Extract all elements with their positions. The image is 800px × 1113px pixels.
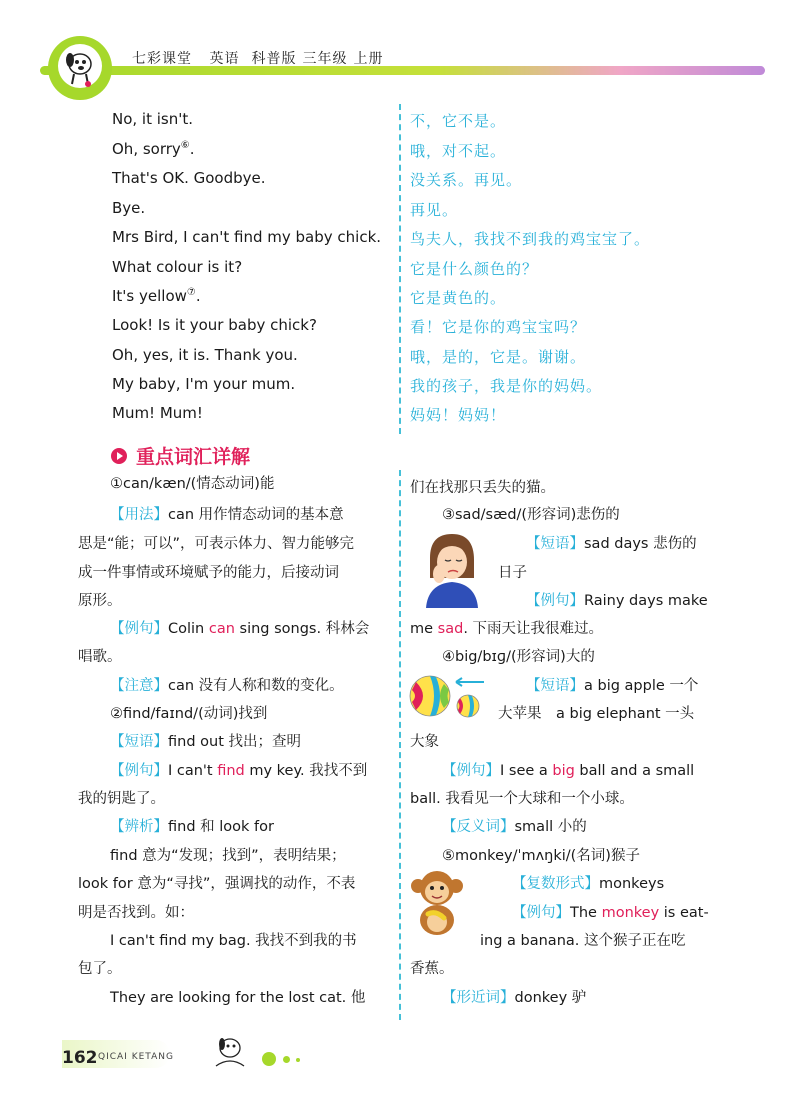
dialogue-en-line: Look! Is it your baby chick?: [112, 316, 317, 334]
sad-example-2: [410, 619, 603, 639]
dialogue-en-line: Mrs Bird, I can't find my baby chick.: [112, 228, 382, 246]
big-example-2: ball. 我看见一个大球和一个小球。: [410, 791, 634, 807]
sad-ex2-keyword: sad: [437, 621, 464, 637]
dialogue-zh-line: 鸟夫人，我找不到我的鸡宝宝了。: [410, 230, 651, 248]
big-phrase-3: 大象: [410, 734, 439, 750]
sad-ex-text: Rainy days make: [584, 593, 708, 609]
dialogue-zh-line: 妈妈！妈妈！: [410, 406, 507, 424]
find-analysis: [110, 817, 274, 837]
find-example-2: 我的钥匙了。: [78, 791, 165, 807]
monkey-ex-a: The: [570, 905, 602, 921]
big-example: [442, 761, 694, 781]
volume: 上册: [353, 51, 384, 67]
dialogue-zh-line: 它是黄色的。: [410, 289, 507, 307]
big-phrase-text: a big apple 一个: [584, 678, 699, 694]
can-note-text: can 没有人称和数的变化。: [168, 678, 344, 694]
series-name: 七彩课堂: [132, 51, 192, 67]
sad-ex2-a: me: [410, 621, 438, 637]
footer-brand: QICAI KETANG: [98, 1052, 174, 1062]
tag-example: 【例句】: [512, 905, 570, 921]
tag-phrase: 【短语】: [526, 536, 584, 552]
dialogue-en-line: Bye.: [112, 199, 146, 217]
dialogue-zh-line: 再见。: [410, 201, 459, 219]
can-usage-line-3: 成一件事情或环境赋予的能力，后接动词: [78, 565, 339, 581]
dialogue-en-line: Oh, yes, it is. Thank you.: [112, 346, 298, 364]
monkey-similar: [442, 988, 586, 1008]
balls-illustration: [408, 672, 488, 720]
find-phrase: [110, 732, 301, 752]
subject: 英语: [209, 51, 240, 67]
sad-girl-illustration: [412, 528, 492, 608]
big-phrase-2: 大苹果 a big elephant 一头: [498, 706, 695, 722]
can-usage-line-4: 原形。: [78, 593, 122, 609]
dialogue-zh-line: 我的孩子，我是你的妈妈。: [410, 377, 603, 395]
big-ex-a: I see a: [500, 763, 553, 779]
play-arrow-icon: [111, 448, 127, 464]
monkey-illustration: [408, 866, 466, 938]
tag-plural: 【复数形式】: [512, 876, 599, 892]
tag-phrase: 【短语】: [526, 678, 584, 694]
big-ex-keyword: big: [552, 763, 575, 779]
find-analysis-2: look for 意为“寻找”，强调找的动作，不表: [78, 876, 356, 892]
find-ex-b: my key. 我找不到: [244, 763, 368, 779]
sad-phrase-2: 日子: [498, 565, 527, 581]
dialogue-zh-line: 哦，是的，它是。谢谢。: [410, 348, 587, 366]
can-ex-keyword: can: [208, 621, 235, 637]
can-example-2: 唱歌。: [78, 649, 122, 665]
dog-mascot-icon: [58, 44, 102, 88]
dialogue-en-line: Mum! Mum!: [112, 404, 203, 422]
continued-line: 们在找那只丢失的猫。: [410, 480, 555, 496]
dog-footer-icon: [206, 1032, 250, 1072]
tag-note: 【注意】: [110, 678, 168, 694]
footer-dot-small: [296, 1058, 300, 1062]
word-monkey-heading: ⑤monkey/ˈmʌŋki/(名词)猴子: [442, 848, 640, 864]
column-divider: [399, 470, 401, 1020]
big-phrase: [526, 676, 698, 696]
edition: 科普版: [251, 51, 297, 67]
word-sad-heading: ③sad/sæd/(形容词)悲伤的: [442, 507, 620, 523]
monkey-plural-text: monkeys: [599, 876, 665, 892]
dialogue-zh-line: 哦，对不起。: [410, 142, 507, 160]
tag-example: 【例句】: [110, 621, 168, 637]
dialogue-zh-line: 没关系。再见。: [410, 171, 523, 189]
sad-phrase-text: sad days 悲伤的: [584, 536, 697, 552]
find-phrase-text: find out 找出；查明: [168, 734, 301, 750]
monkey-similar-text: donkey 驴: [514, 990, 587, 1006]
dialogue-zh-line: 看！它是你的鸡宝宝吗？: [410, 318, 587, 336]
dialogue-en-line: No, it isn't.: [112, 110, 194, 128]
page-number: 162: [62, 1048, 98, 1068]
sad-example: [526, 591, 708, 611]
can-ex-a: Colin: [168, 621, 209, 637]
tag-antonym: 【反义词】: [442, 819, 515, 835]
header-title: [132, 48, 395, 68]
monkey-example-2: ing a banana. 这个猴子正在吃: [480, 933, 686, 949]
find-analysis-text: find 和 look for: [168, 819, 274, 835]
monkey-ex-b: is eat-: [659, 905, 709, 921]
can-usage-text: can 用作情态动词的基本意: [168, 507, 344, 523]
section-title: 重点词汇详解: [136, 446, 251, 468]
dialogue-en-line: Oh, sorry⑥.: [112, 140, 195, 158]
find-analysis-4: I can't find my bag. 我找不到我的书: [110, 933, 357, 949]
can-usage-line: [110, 505, 344, 525]
footer-dot-medium: [283, 1056, 290, 1063]
sad-phrase: [526, 534, 697, 554]
tag-usage: 【用法】: [110, 507, 168, 523]
word-find-heading: ②find/faɪnd/(动词)找到: [110, 706, 268, 722]
monkey-plural: [512, 874, 664, 894]
dialogue-en-line: My baby, I'm your mum.: [112, 375, 296, 393]
dialogue-en-line: It's yellow⑦.: [112, 287, 201, 305]
dialogue-divider: [399, 104, 401, 434]
tag-example: 【例句】: [526, 593, 584, 609]
grade: 三年级: [302, 51, 348, 67]
big-ex-b: ball and a small: [574, 763, 695, 779]
monkey-example: [512, 903, 709, 923]
dialogue-zh-line: 不，它不是。: [410, 112, 507, 130]
monkey-example-3: 香蕉。: [410, 961, 454, 977]
word-can-heading: ①can/kæn/(情态动词)能: [110, 476, 275, 492]
big-antonym: [442, 817, 587, 837]
find-example: [110, 761, 367, 781]
tag-phrase: 【短语】: [110, 734, 168, 750]
find-analysis-5: 包了。: [78, 961, 122, 977]
find-analysis-6: They are looking for the lost cat. 他: [110, 990, 366, 1006]
can-ex-b: sing songs. 科林会: [234, 621, 370, 637]
can-note: [110, 676, 344, 696]
dialogue-zh-line: 它是什么颜色的？: [410, 260, 539, 278]
footer-dot-large: [262, 1052, 276, 1066]
monkey-ex-keyword: monkey: [601, 905, 660, 921]
dialogue-en-line: That's OK. Goodbye.: [112, 169, 266, 187]
dialogue-en-line: What colour is it?: [112, 258, 243, 276]
tag-example: 【例句】: [110, 763, 168, 779]
tag-example: 【例句】: [442, 763, 500, 779]
can-usage-line-2: 思是“能；可以”，可表示体力、智力能够完: [78, 536, 355, 552]
tag-analysis: 【辨析】: [110, 819, 168, 835]
word-big-heading: ④big/bɪɡ/(形容词)大的: [442, 649, 595, 665]
find-ex-keyword: find: [217, 763, 245, 779]
find-ex-a: I can't: [168, 763, 218, 779]
can-example: [110, 619, 369, 639]
tag-similar: 【形近词】: [442, 990, 515, 1006]
sad-ex2-b: . 下雨天让我很难过。: [463, 621, 604, 637]
big-antonym-text: small 小的: [514, 819, 587, 835]
find-analysis-3: 明是否找到。如：: [78, 905, 194, 921]
find-analysis-1: find 意为“发现；找到”，表明结果；: [110, 848, 346, 864]
